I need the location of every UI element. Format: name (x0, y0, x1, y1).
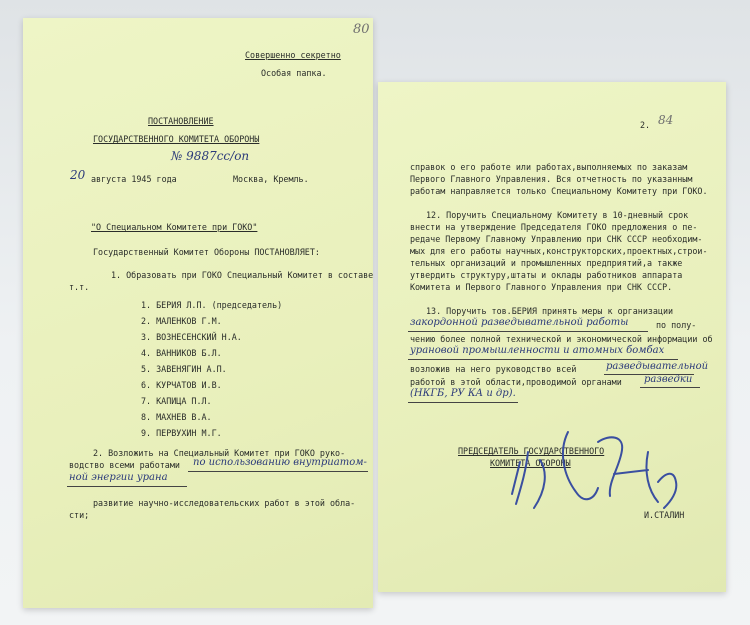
item13-handwritten-1: закордонной разведывательной работы (410, 317, 629, 328)
member-list-item: 7. КАПИЦА П.Л. (141, 396, 212, 406)
item12-line: Комитета и Первого Главного Управления при СНК СССР. (410, 282, 673, 292)
item12-line: тельных организаций и промышленных предприятий,а также (410, 258, 683, 268)
item13-handwritten-5: (НКГБ, РУ КА и др). (410, 388, 516, 399)
item2-line4: сти; (69, 510, 90, 520)
item13-handwritten-2: урановой промышленности и атомных бомбах (410, 345, 665, 356)
signatory: И.СТАЛИН (644, 510, 685, 520)
item12-line: редаче Первому Главному Управлению при СНК СССР необходим- (410, 234, 703, 244)
place: Москва, Кремль. (233, 174, 309, 184)
handwritten-underline (408, 359, 678, 360)
date-rest: августа 1945 года (91, 174, 177, 184)
subject: "О Специальном Комитете при ГОКО" (91, 222, 258, 232)
item2-handwritten-b: ной энергии урана (69, 472, 168, 483)
item13-handwritten-4: разведки (644, 374, 693, 385)
para-top-line: работам направляется только Специальному Комитету при ГОКО. (410, 186, 708, 196)
member-list-item: 8. МАХНЕВ В.А. (141, 412, 212, 422)
page-mark-2: 84 (658, 113, 674, 127)
handwritten-underline (408, 331, 648, 332)
folder-mark: Особая папка. (261, 68, 327, 78)
item12-line: внести на утверждение Председателя ГОКО предложения о пе- (410, 222, 698, 232)
member-list-item: 2. МАЛЕНКОВ Г.М. (141, 316, 222, 326)
item2-line1: 2. Возложить на Специальный Комитет при ГОКО руко- (93, 448, 346, 458)
document-number: № 9887сс/оп (171, 149, 250, 163)
item13-line4: работой в этой области,проводимой органами (410, 377, 622, 387)
item12-line: утвердить структуру,штаты и оклады работников аппарата (410, 270, 683, 280)
document-page-2 (378, 82, 726, 592)
handwritten-underline (188, 471, 368, 472)
item13-handwritten-3: разведывательной (606, 361, 709, 372)
stalin-signature (498, 412, 688, 522)
member-list-item: 4. ВАННИКОВ Б.Л. (141, 348, 222, 358)
item1-line1: 1. Образовать при ГОКО Специальный Комитет в составе (111, 270, 374, 280)
item12-line: 12. Поручить Специальному Комитету в 10-дневный срок (426, 210, 689, 220)
page-number-1: 80 (353, 22, 370, 37)
item13-after1: по полу- (656, 320, 697, 330)
member-list-item: 1. БЕРИЯ Л.П. (председатель) (141, 300, 283, 310)
member-list-item: 3. ВОЗНЕСЕНСКИЙ Н.А. (141, 332, 242, 342)
item1-line2: т.т. (69, 282, 90, 292)
preamble: Государственный Комитет Обороны ПОСТАНОВЛЯЕТ: (93, 247, 320, 257)
signature-title-2: КОМИТЕТА ОБОРОНЫ (490, 458, 571, 468)
page-number-2: 2. (640, 120, 651, 130)
item12-line: мых для его работы научных,конструкторских,проектных,строи- (410, 246, 708, 256)
member-list-item: 5. ЗАВЕНЯГИН А.П. (141, 364, 227, 374)
document-title: ПОСТАНОВЛЕНИЕ (148, 116, 214, 126)
signature-title-1: ПРЕДСЕДАТЕЛЬ ГОСУДАРСТВЕННОГО (458, 446, 605, 456)
item2-line2-prefix: водство всеми работами (69, 460, 180, 470)
member-list-item: 6. КУРЧАТОВ И.В. (141, 380, 222, 390)
date-day: 20 (70, 168, 86, 182)
item13-line2: чению более полной технической и экономической информации об (410, 334, 713, 344)
document-page-1 (23, 18, 373, 608)
handwritten-underline (408, 402, 518, 403)
handwritten-underline (67, 486, 187, 487)
item2-handwritten-a: по использованию внутриатом- (193, 457, 367, 468)
item13-line1: 13. Поручить тов.БЕРИЯ принять меры к организации (426, 306, 674, 316)
document-authority: ГОСУДАРСТВЕННОГО КОМИТЕТА ОБОРОНЫ (93, 134, 260, 144)
handwritten-underline (640, 387, 700, 388)
member-list-item: 9. ПЕРВУХИН М.Г. (141, 428, 222, 438)
para-top-line: Первого Главного Управления. Вся отчетность по указанным (410, 174, 693, 184)
item2-line3: развитие научно-исследовательских работ в этой обла- (93, 498, 356, 508)
classification: Совершенно секретно (245, 50, 341, 60)
para-top-line: справок о его работе или работах,выполняемых по заказам (410, 162, 688, 172)
item13-line3: возложив на него руководство всей (410, 364, 577, 374)
